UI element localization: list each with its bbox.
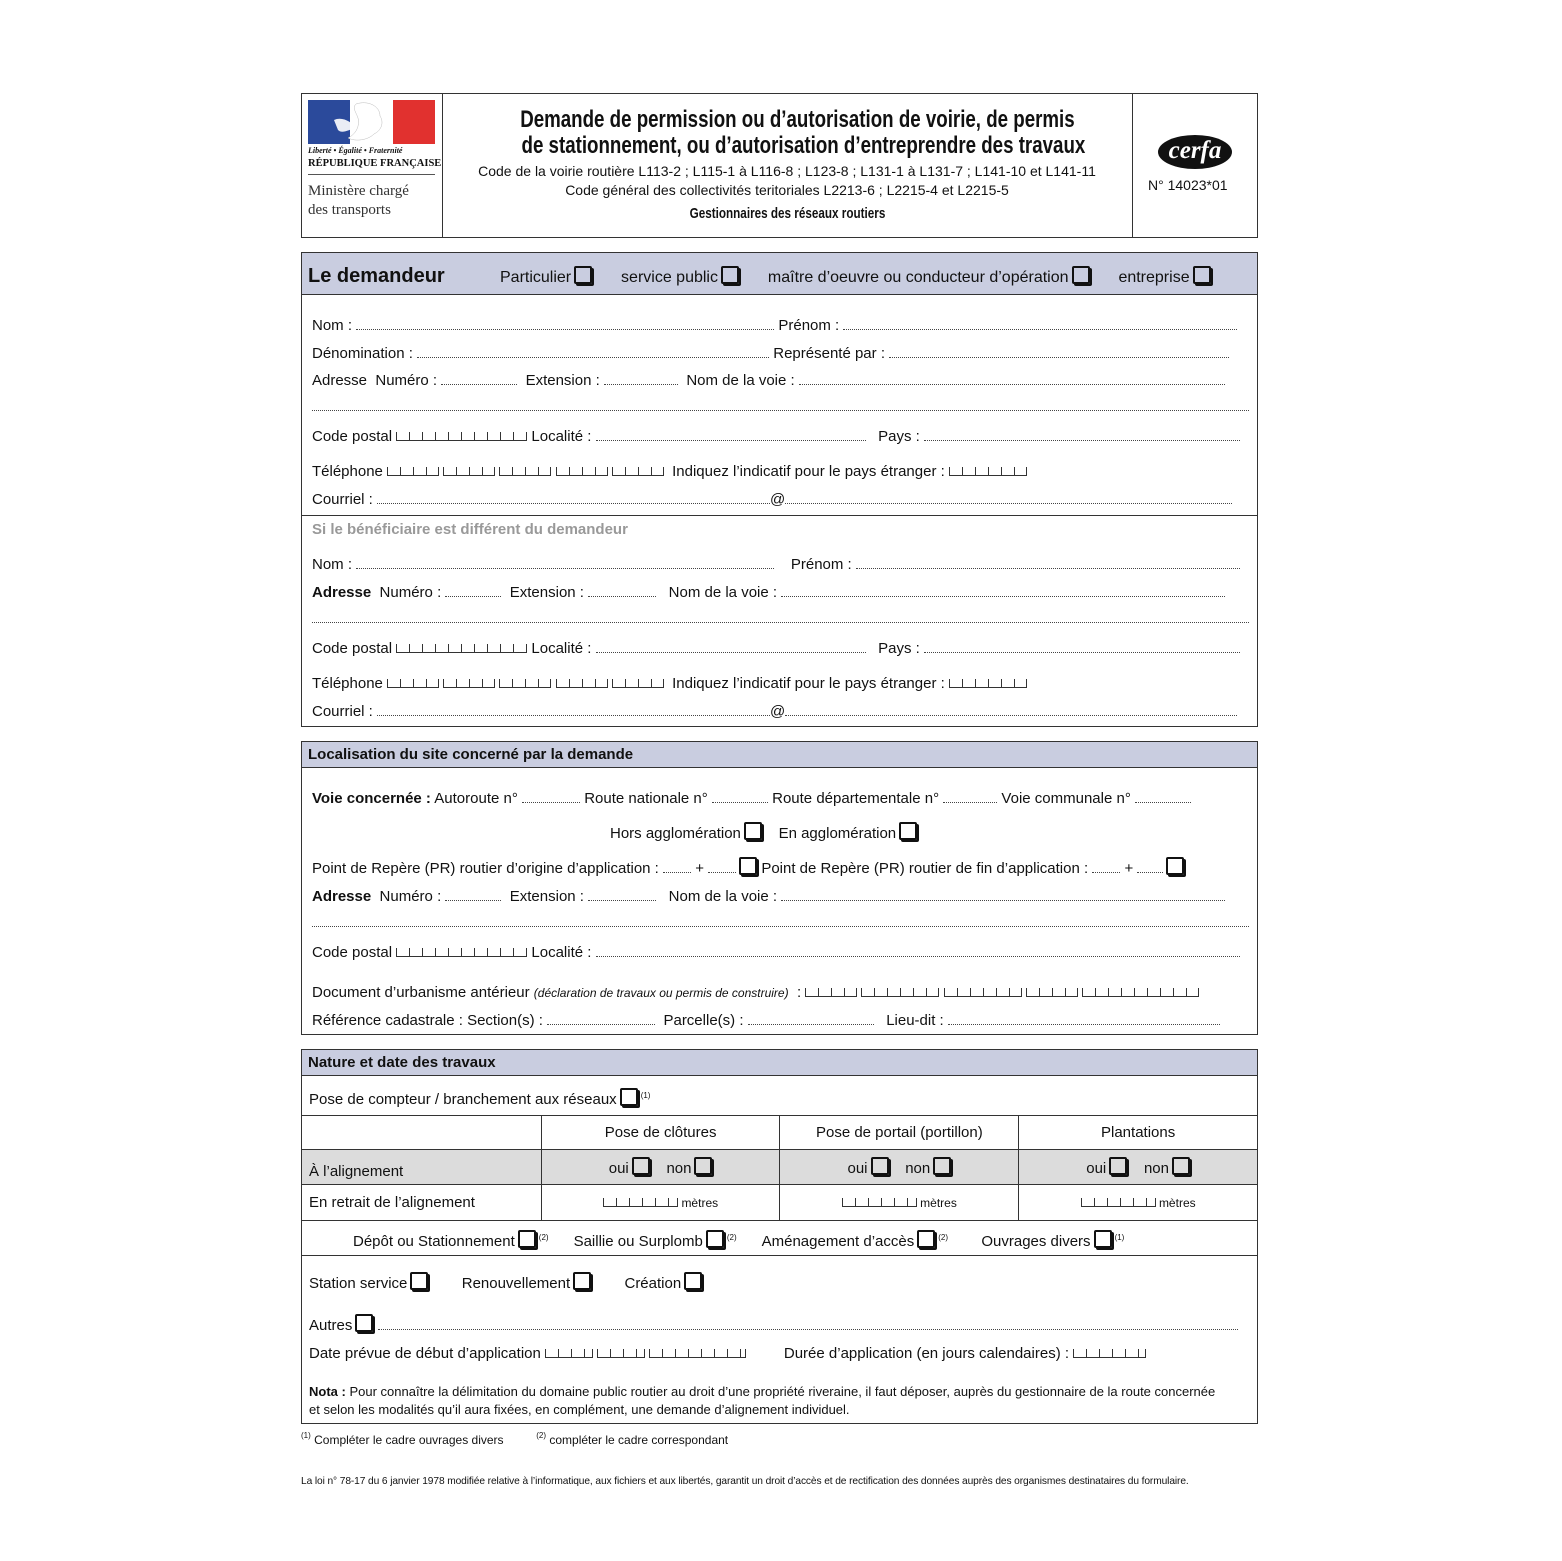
type-maitre-oeuvre-label: maître d’oeuvre ou conducteur d’opération	[767, 269, 1069, 286]
plantations-non-label: non	[1143, 1160, 1169, 1177]
nota-line-2: et selon les modalités qu’il aura fixées, en complément, une demande d’alignement individuel.	[309, 1402, 850, 1417]
prenom-field[interactable]	[843, 318, 1237, 330]
benef-numero-field[interactable]	[445, 585, 501, 597]
adresse-line-2-field[interactable]	[312, 399, 1249, 411]
duree-label: Durée d’application (en jours calendaires) :	[783, 1345, 1070, 1362]
parcelles-field[interactable]	[748, 1013, 874, 1025]
code-postal-label: Code postal	[312, 428, 393, 445]
pr-fin-offset-field[interactable]	[1137, 861, 1163, 873]
managers-label: Gestionnaires des réseaux routiers	[689, 205, 885, 222]
autoroute-field[interactable]	[522, 791, 580, 803]
saillie-footnote-mark: (2)	[726, 1233, 737, 1242]
indicatif-label: Indiquez l’indicatif pour le pays étranger :	[672, 463, 945, 480]
rd-label: Route départementale n°	[772, 790, 940, 807]
nota-label: Nota :	[309, 1384, 346, 1399]
clotures-non-checkbox[interactable]	[694, 1157, 712, 1175]
footnote-1-mark: (1)	[301, 1431, 311, 1440]
amenagement-footnote-mark: (2)	[938, 1233, 948, 1242]
date-debut-day-cells[interactable]	[545, 1349, 593, 1358]
benef-code-postal-cells[interactable]	[396, 644, 527, 653]
nom-label: Nom :	[312, 317, 353, 334]
courriel-user-field[interactable]	[377, 492, 770, 504]
portail-non-label: non	[905, 1160, 931, 1177]
loc-code-postal-cells[interactable]	[396, 948, 527, 957]
section-nature	[301, 1049, 1258, 1424]
plantations-non-checkbox[interactable]	[1172, 1157, 1190, 1175]
extension-label: Extension :	[525, 372, 600, 389]
date-debut-year-cells[interactable]	[649, 1349, 746, 1358]
creation-checkbox[interactable]	[684, 1272, 702, 1290]
portail-metres-unit: mètres	[920, 1195, 957, 1210]
doc-urba-cells-2[interactable]	[861, 988, 939, 997]
plantations-oui-label: oui	[1086, 1160, 1107, 1177]
section-field[interactable]	[547, 1013, 655, 1025]
numero-label: Numéro :	[375, 372, 438, 389]
ouvrages-label: Ouvrages divers	[981, 1233, 1091, 1250]
benef-courriel-label: Courriel :	[312, 703, 373, 720]
telephone-cells-1[interactable]	[387, 467, 439, 476]
doc-urba-cells-5[interactable]	[1082, 988, 1199, 997]
pr-fin-checkbox[interactable]	[1166, 857, 1184, 875]
rn-label: Route nationale n°	[584, 790, 708, 807]
benef-prenom-label: Prénom :	[790, 556, 852, 573]
hors-agglo-checkbox[interactable]	[744, 822, 762, 840]
section-title-demandeur: Le demandeur	[308, 265, 445, 287]
portail-metres-cells[interactable]	[842, 1198, 917, 1207]
telephone-cells-3[interactable]	[499, 467, 551, 476]
pr-origine-label: Point de Repère (PR) routier d’origine d’application :	[312, 860, 659, 877]
type-service-public-checkbox[interactable]	[721, 266, 739, 284]
autres-checkbox[interactable]	[355, 1314, 373, 1332]
ouvrages-checkbox[interactable]	[1094, 1230, 1112, 1248]
numero-field[interactable]	[441, 373, 517, 385]
section-demandeur	[301, 252, 1258, 727]
type-entreprise-label: entreprise	[1118, 269, 1190, 286]
form-title-line-2: de stationnement, ou d’autorisation d’entreprendre des travaux	[521, 132, 1086, 159]
en-agglo-label: En agglomération	[778, 825, 897, 842]
date-debut-label: Date prévue de début d’application	[309, 1345, 541, 1362]
pr-fin-field[interactable]	[1092, 861, 1120, 873]
doc-urba-cells-3[interactable]	[944, 988, 1022, 997]
pr-origine-offset-field[interactable]	[708, 861, 736, 873]
renouvellement-label: Renouvellement	[461, 1275, 571, 1292]
represente-field[interactable]	[889, 346, 1229, 358]
benef-adresse-line-2-field[interactable]	[312, 611, 1249, 623]
extension-field[interactable]	[604, 373, 678, 385]
nom-field[interactable]	[356, 318, 774, 330]
benef-prenom-field[interactable]	[856, 557, 1240, 569]
portail-oui-checkbox[interactable]	[871, 1157, 889, 1175]
loi-notice: La loi n° 78-17 du 6 janvier 1978 modifiée relative à l’informatique, aux fichiers et aux libertés, garantit un droit d’accès et de rectification des données auprès des organismes destinataires du formulaire.	[301, 1476, 1189, 1487]
alignement-label: À l’alignement	[302, 1150, 542, 1185]
form-header	[301, 93, 1258, 238]
compteur-checkbox[interactable]	[620, 1088, 638, 1106]
en-agglo-checkbox[interactable]	[899, 822, 917, 840]
compteur-label: Pose de compteur / branchement aux réseaux	[309, 1091, 617, 1108]
adresse-label: Adresse	[312, 372, 368, 389]
rd-field[interactable]	[943, 791, 997, 803]
saillie-label: Saillie ou Surplomb	[573, 1233, 703, 1250]
benef-telephone-cells-2[interactable]	[443, 679, 495, 688]
benef-telephone-cells-3[interactable]	[499, 679, 551, 688]
depot-label: Dépôt ou Stationnement	[353, 1233, 515, 1250]
benef-telephone-label: Téléphone	[312, 675, 383, 692]
compteur-footnote-mark: (1)	[640, 1091, 651, 1100]
works-table	[301, 1115, 1258, 1221]
benef-nom-voie-field[interactable]	[781, 585, 1225, 597]
loc-extension-field[interactable]	[588, 889, 656, 901]
clotures-metres-unit: mètres	[681, 1195, 719, 1210]
pays-label: Pays :	[878, 428, 920, 445]
ref-cad-label: Référence cadastrale : Section(s) :	[312, 1012, 543, 1029]
benef-at-sign: @	[770, 703, 786, 720]
benef-telephone-cells-1[interactable]	[387, 679, 439, 688]
type-maitre-oeuvre-checkbox[interactable]	[1072, 266, 1090, 284]
lieudit-label: Lieu-dit :	[886, 1012, 944, 1029]
beneficiaire-title: Si le bénéficiaire est différent du demandeur	[312, 521, 628, 538]
denomination-field[interactable]	[417, 346, 769, 358]
plantations-metres-unit: mètres	[1158, 1195, 1196, 1210]
benef-pays-label: Pays :	[878, 640, 920, 657]
ministry-line-2: des transports	[308, 202, 391, 218]
denomination-label: Dénomination :	[312, 345, 413, 362]
col-clotures: Pose de clôtures	[541, 1116, 780, 1150]
benef-telephone-cells-5[interactable]	[612, 679, 664, 688]
type-entreprise-checkbox[interactable]	[1193, 266, 1211, 284]
type-particulier-label: Particulier	[500, 269, 572, 286]
pr-fin-plus: +	[1124, 860, 1134, 877]
doc-urba-colon: :	[796, 984, 802, 1001]
rn-field[interactable]	[712, 791, 768, 803]
loc-numero-field[interactable]	[445, 889, 501, 901]
depot-footnote-mark: (2)	[538, 1233, 549, 1242]
section-title-localisation: Localisation du site concerné par la demande	[308, 746, 634, 763]
clotures-non-label: non	[666, 1160, 692, 1177]
flag-red	[393, 100, 435, 144]
nom-voie-label: Nom de la voie :	[686, 372, 795, 389]
telephone-cells-2[interactable]	[443, 467, 495, 476]
localite-field[interactable]	[596, 429, 866, 441]
benef-localite-field[interactable]	[596, 641, 866, 653]
benef-courriel-domain-field[interactable]	[785, 704, 1237, 716]
vc-field[interactable]	[1135, 791, 1191, 803]
represente-label: Représenté par :	[773, 345, 885, 362]
loc-adresse-line-2-field[interactable]	[312, 915, 1249, 927]
loc-numero-label: Numéro :	[379, 888, 442, 905]
lieudit-field[interactable]	[948, 1013, 1220, 1025]
pr-origine-field[interactable]	[663, 861, 691, 873]
parcelles-label: Parcelle(s) :	[663, 1012, 744, 1029]
marianne-logo	[308, 100, 435, 144]
cerfa-logo: cerfa	[1158, 135, 1232, 169]
portail-oui-label: oui	[847, 1160, 868, 1177]
amenagement-checkbox[interactable]	[917, 1230, 935, 1248]
benef-code-postal-label: Code postal	[312, 640, 393, 657]
hors-agglo-label: Hors agglomération	[610, 825, 741, 842]
section-title-nature: Nature et date des travaux	[308, 1054, 496, 1071]
motto: Liberté • Égalité • Fraternité	[308, 146, 403, 155]
plantations-metres-cells[interactable]	[1081, 1198, 1156, 1207]
benef-indicatif-cells[interactable]	[949, 679, 1027, 688]
station-label: Station service	[309, 1275, 408, 1292]
benef-extension-field[interactable]	[588, 585, 656, 597]
pr-origine-plus: +	[695, 860, 704, 877]
loc-nom-voie-field[interactable]	[781, 889, 1225, 901]
indicatif-cells[interactable]	[949, 467, 1027, 476]
creation-label: Création	[624, 1275, 682, 1292]
autres-label: Autres	[309, 1317, 353, 1334]
col-portail: Pose de portail (portillon)	[780, 1116, 1019, 1150]
telephone-cells-5[interactable]	[612, 467, 664, 476]
prenom-label: Prénom :	[778, 317, 840, 334]
date-debut-month-cells[interactable]	[597, 1349, 645, 1358]
clotures-oui-checkbox[interactable]	[632, 1157, 650, 1175]
code-collectivites: Code général des collectivités teritoriales L2213-6 ; L2215-4 et L2215-5	[565, 182, 1009, 198]
clotures-oui-label: oui	[608, 1160, 629, 1177]
autoroute-label: Autoroute n°	[434, 790, 518, 807]
loc-extension-label: Extension :	[509, 888, 584, 905]
pr-origine-checkbox[interactable]	[739, 857, 757, 875]
benef-localite-label: Localité :	[531, 640, 592, 657]
col-plantations: Plantations	[1019, 1116, 1258, 1150]
courriel-label: Courriel :	[312, 491, 373, 508]
amenagement-label: Aménagement d’accès	[761, 1233, 915, 1250]
pr-fin-label: Point de Repère (PR) routier de fin d’application :	[761, 860, 1089, 877]
at-sign: @	[770, 491, 786, 508]
form-title-line-1: Demande de permission ou d’autorisation de voirie, de permis	[520, 106, 1075, 133]
footnote-2: compléter le cadre correspondant	[549, 1433, 729, 1447]
benef-telephone-cells-4[interactable]	[556, 679, 608, 688]
code-postal-cells[interactable]	[396, 432, 527, 441]
ministry-line-1: Ministère chargé	[308, 183, 409, 199]
autres-field[interactable]	[378, 1318, 1238, 1330]
benef-numero-label: Numéro :	[379, 584, 442, 601]
ouvrages-footnote-mark: (1)	[1114, 1233, 1125, 1242]
clotures-metres-cells[interactable]	[603, 1198, 678, 1207]
footnote-1: Compléter le cadre ouvrages divers	[314, 1433, 504, 1447]
type-particulier-checkbox[interactable]	[574, 266, 592, 284]
doc-urba-label: Document d’urbanisme antérieur	[312, 984, 530, 1001]
vc-label: Voie communale n°	[1001, 790, 1131, 807]
saillie-checkbox[interactable]	[706, 1230, 724, 1248]
loc-code-postal-label: Code postal	[312, 944, 393, 961]
voie-label: Voie concernée :	[312, 790, 431, 807]
doc-urba-cells-1[interactable]	[805, 988, 857, 997]
code-voirie: Code de la voirie routière L113-2 ; L115-1 à L116-8 ; L123-8 ; L131-1 à L131-7 ; L141-10 et L141-11	[478, 163, 1096, 179]
telephone-label: Téléphone	[312, 463, 383, 480]
benef-extension-label: Extension :	[509, 584, 584, 601]
nota-line-1: Pour connaître la délimitation du domaine public routier au droit d’une propriété riveraine, il faut déposer, auprès du gestionnaire de la route concernée	[349, 1384, 1216, 1399]
nom-voie-field[interactable]	[799, 373, 1225, 385]
loc-adresse-label: Adresse	[312, 888, 372, 905]
republic-label: RÉPUBLIQUE FRANÇAISE	[308, 158, 442, 169]
duree-cells[interactable]	[1073, 1349, 1146, 1358]
benef-pays-field[interactable]	[924, 641, 1240, 653]
benef-nom-label: Nom :	[312, 556, 353, 573]
localite-label: Localité :	[531, 428, 592, 445]
station-checkbox[interactable]	[410, 1272, 428, 1290]
benef-nom-voie-label: Nom de la voie :	[668, 584, 778, 601]
retrait-label: En retrait de l’alignement	[302, 1185, 542, 1221]
loc-nom-voie-label: Nom de la voie :	[668, 888, 778, 905]
renouvellement-checkbox[interactable]	[573, 1272, 591, 1290]
benef-courriel-user-field[interactable]	[377, 704, 770, 716]
plantations-oui-checkbox[interactable]	[1109, 1157, 1127, 1175]
footnote-2-mark: (2)	[536, 1431, 547, 1440]
depot-checkbox[interactable]	[518, 1230, 536, 1248]
loc-localite-field[interactable]	[596, 945, 1240, 957]
portail-non-checkbox[interactable]	[933, 1157, 951, 1175]
cerfa-number: N° 14023*01	[1148, 177, 1228, 193]
type-service-public-label: service public	[621, 269, 718, 286]
doc-urba-cells-4[interactable]	[1026, 988, 1078, 997]
telephone-cells-4[interactable]	[556, 467, 608, 476]
doc-urba-note: (déclaration de travaux ou permis de construire)	[533, 986, 789, 1000]
loc-localite-label: Localité :	[531, 944, 592, 961]
benef-nom-field[interactable]	[356, 557, 774, 569]
benef-indicatif-label: Indiquez l’indicatif pour le pays étranger :	[672, 675, 945, 692]
section-localisation	[301, 741, 1258, 1035]
courriel-domain-field[interactable]	[785, 492, 1232, 504]
benef-adresse-label: Adresse	[312, 584, 372, 601]
pays-field[interactable]	[924, 429, 1240, 441]
